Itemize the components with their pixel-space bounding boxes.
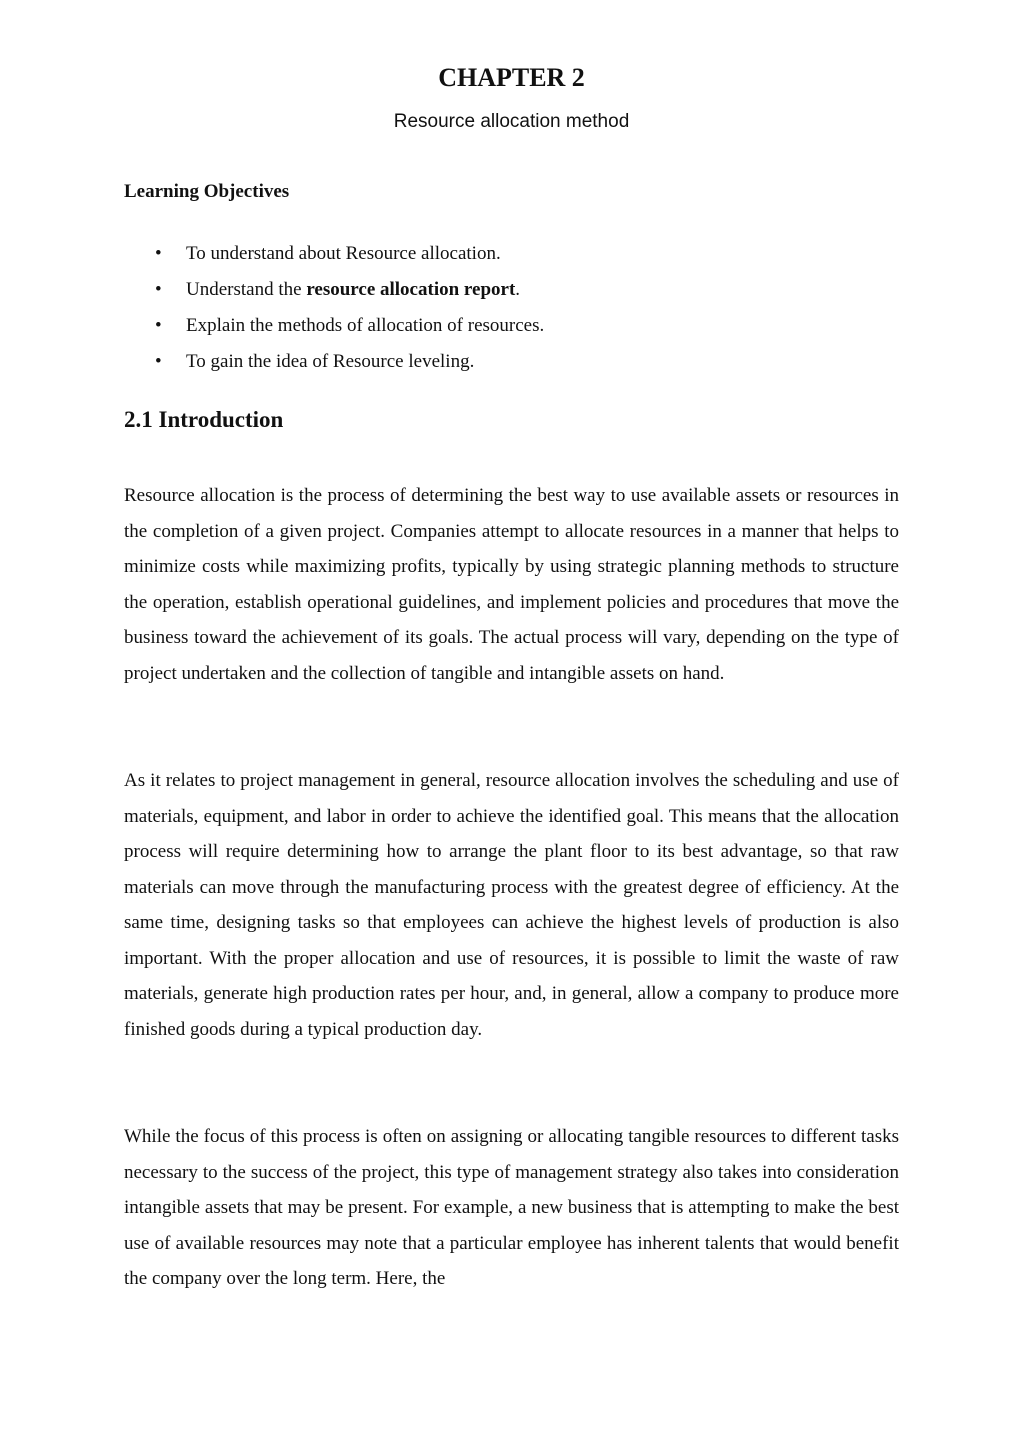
learning-objectives-heading: Learning Objectives	[124, 181, 290, 202]
bullet-icon: •	[155, 279, 162, 300]
bullet-icon: •	[155, 315, 162, 336]
bullet-icon: •	[155, 243, 162, 264]
learning-objectives-list	[124, 236, 544, 380]
objective-text: To gain the idea of Resource leveling.	[186, 351, 475, 372]
body-paragraph: As it relates to project management in general, resource allocation involves the scheduling and use of materials, equipment, and labor in order to achieve the identified goal. This means that the allocation process will require determining how to arrange the plant floor to its best advantage, so that raw materials can move through the manufacturing process with the greatest degree of efficiency. At the same time, designing tasks so that employees can achieve the highest levels of production is also important. With the proper allocation and use of resources, it is possible to limit the waste of raw materials, generate high production rates per hour, and, in general, allow a company to produce more finished goods during a typical production day.	[124, 770, 899, 1040]
body-paragraph: Resource allocation is the process of determining the best way to use available assets or resources in the completion of a given project. Companies attempt to allocate resources in a manner that helps to minimize costs while maximizing profits, typically by using strategic planning methods to structure the operation, establish operational guidelines, and implement policies and procedures that move the business toward the achievement of its goals. The actual process will vary, depending on the type of project undertaken and the collection of tangible and intangible assets on hand.	[124, 485, 899, 684]
objective-text: To understand about Resource allocation.	[186, 243, 501, 264]
objective-text-prefix: Understand the	[186, 279, 307, 300]
objective-item	[124, 344, 544, 380]
chapter-title: CHAPTER 2	[438, 63, 585, 92]
objective-item	[124, 236, 544, 272]
objective-item	[124, 272, 544, 308]
objective-text-bold: resource allocation report	[306, 279, 516, 300]
objective-text-suffix: .	[515, 279, 521, 300]
objective-text: Explain the methods of allocation of resources.	[186, 315, 545, 336]
body-paragraph: While the focus of this process is often on assigning or allocating tangible resources to different tasks necessary to the success of the project, this type of management strategy also takes into consideration intangible assets that may be present. For example, a new business that is attempting to make the best use of available resources may note that a particular employee has inherent talents that would benefit the company over the long term. Here, the	[124, 1126, 899, 1289]
bullet-icon: •	[155, 351, 162, 372]
objective-item	[124, 308, 544, 344]
chapter-subtitle: Resource allocation method	[393, 111, 630, 132]
section-heading: 2.1 Introduction	[124, 407, 284, 432]
